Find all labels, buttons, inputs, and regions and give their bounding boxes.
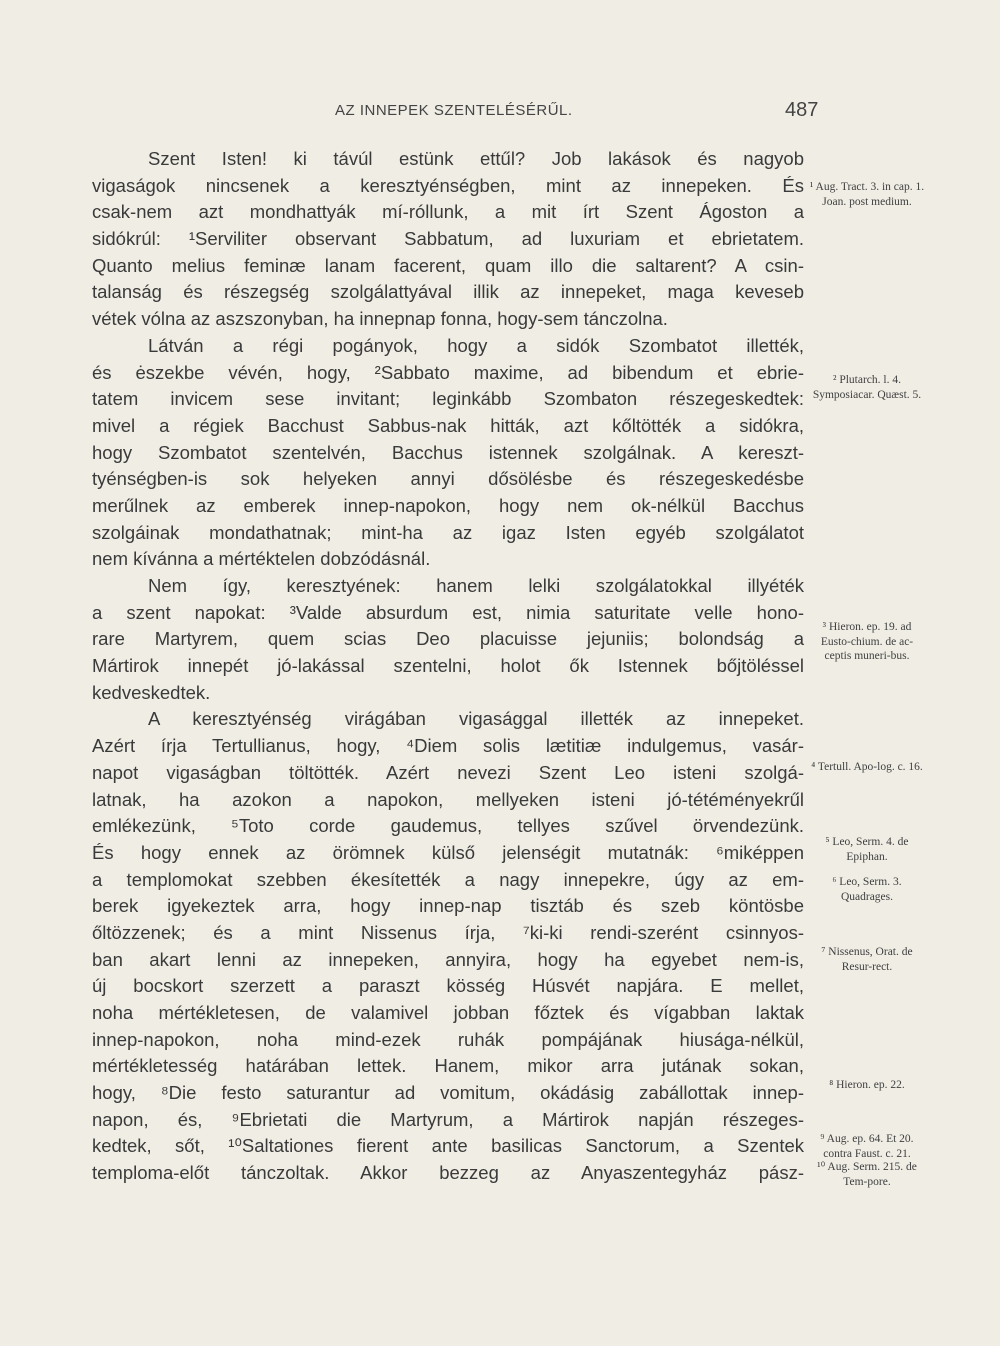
margin-note: ³ Hieron. ep. 19. ad Eusto-chium. de ac-ceptis muneri-bus. [820, 621, 914, 662]
text-line: napon, és, ⁹Ebrietati die Martyrum, a Mártirok napján részeges- [92, 1108, 804, 1130]
text-line: emlékezünk, ⁵Toto corde gaudemus, tellyes szűvel örvendezünk. [92, 815, 804, 837]
text-line: hogy Szombatot szentelvén, Bacchus istennek szolgálnak. A kereszt- [92, 441, 804, 463]
text-line: innep-napokon, noha mind-ezek ruhák pompájának hiusága-nélkül, [92, 1028, 804, 1050]
header-title: AZ INNEPEK SZENTELÉSÉRŰL. [335, 102, 573, 119]
margin-note: ¹⁰ Aug. Serm. 215. de Tem-pore. [817, 1161, 917, 1188]
text-line: Mártirok innepét jó-lakással szentelni, holot ők Istennek bőjtöléssel [92, 655, 804, 677]
margin-note: ⁴ Tertull. Apo-log. c. 16. [811, 761, 923, 773]
text-line: kedtek, sőt, ¹⁰Saltationes fierent ante basilicas Sanctorum, a Szentek [92, 1135, 804, 1157]
text-line: Azért írja Tertullianus, hogy, ⁴Diem solis lætitiæ indulgemus, vasár- [92, 735, 804, 757]
margin-note: ⁷ Nissenus, Orat. de Resur-rect. [821, 946, 913, 973]
text-line: a szent napokat: ³Valde absurdum est, nimia saturitate velle hono- [92, 601, 804, 623]
text-line: tyénségben-is sok helyeken annyi dősölésbe és részegeskedésbe [92, 468, 804, 490]
text-line: És hogy ennek az örömnek külső jelenségit mutatnák: ⁶miképpen [92, 841, 804, 863]
text-line: noha mértékletesen, de valamivel jobban főztek és vígabban laktak [92, 1002, 804, 1023]
text-line: Szent Isten! ki távúl estünk ettűl? Job lakások és nagyob [148, 148, 804, 169]
text-line: csak-nem azt mondhattyák mí-róllunk, a mit írt Szent Ágoston a [92, 201, 804, 223]
page-number: 487 [785, 99, 819, 121]
text-line: kedveskedtek. [92, 681, 211, 703]
text-line: Nem így, keresztyének: hanem lelki szolgálatokkal illyéték [148, 575, 804, 596]
text-line: szolgáinak mondathatnak; mint-ha az igaz Isten egyéb szolgálatot [92, 521, 804, 543]
text-line: tatem invicem sese invitant; leginkább Szombaton részegeskedtek: [92, 388, 804, 410]
text-line: napot vigaságban töltötték. Azért nevezi Szent Leo isteni szolgá- [92, 761, 804, 783]
margin-note: ² Plutarch. l. 4. Symposiacar. Quæst. 5. [812, 374, 922, 401]
text-line: és ėszekbe vévén, hogy, ²Sabbato maxime, ad bibendum et ebrie- [92, 361, 804, 383]
text-line: A keresztyénség virágában vigasággal illették az innepeket. [148, 708, 804, 730]
text-line: talanság és részegség szolgálattyával illik az innepeket, maga keveseb [92, 281, 804, 303]
text-line: a templomokat szebben ékesítették a nagy innepekre, úgy az em- [92, 868, 804, 890]
text-line: vétek vólna az aszszonyban, ha innepnap fonna, hogy-sem tánczolna. [92, 308, 668, 330]
text-line: Látván a régi pogányok, hogy a sidók Szombatot illették, [148, 334, 804, 356]
text-line: mivel a régiek Bacchust Sabbus-nak hitták, azt kőltötték a sidókra, [92, 414, 804, 436]
text-line: berek igyekeztek arra, hogy innep-nap tisztáb és szeb köntösbe [92, 895, 804, 917]
margin-note: ⁹ Aug. ep. 64. Et 20. contra Faust. c. 21. [820, 1133, 914, 1160]
text-line: Quanto melius feminæ lanam facerent, quam illo die saltarent? A csin- [92, 254, 804, 276]
text-line: nem kívánna a mértéktelen dobzódásnál. [92, 548, 431, 570]
text-line: mértékletesség határában lettek. Hanem, mikor arra jutának sokan, [92, 1055, 804, 1077]
main-text [92, 146, 804, 1187]
text-line: sidókrúl: ¹Serviliter observant Sabbatum, ad luxuriam et ebrietatem. [92, 228, 804, 250]
text-line: latnak, ha azokon a napokon, mellyeken isteni jó-tétéményekrűl [92, 788, 804, 810]
text-line: új bocskort szerzett a paraszt kösség Húsvét napjára. E mellet, [92, 975, 804, 997]
text-line: őltözzenek; és a mint Nissenus írja, ⁷ki-ki rendi-szerént csinnyos- [92, 921, 804, 943]
text-line: rare Martyrem, quem scias Deo placuisse jejuniis; bolondság a [92, 628, 804, 650]
margin-note: ⁸ Hieron. ep. 22. [829, 1079, 905, 1091]
text-line: hogy, ⁸Die festo saturantur ad vomitum, okádásig zabállottak innep- [92, 1082, 804, 1104]
text-line: ban akart lenni az innepeken, annyira, hogy ha egyebet nem-is, [92, 948, 804, 970]
text-line: temploma-előt tánczoltak. Akkor bezzeg az Anyaszentegyház pász- [92, 1162, 804, 1184]
margin-note: ⁵ Leo, Serm. 4. de Epiphan. [825, 836, 909, 863]
margin-note: ¹ Aug. Tract. 3. in cap. 1. Joan. post medium. [809, 181, 925, 208]
margin-note: ⁶ Leo, Serm. 3. Quadrages. [832, 876, 902, 903]
text-line: merűlnek az emberek innep-napokon, hogy nem ok-nélkül Bacchus [92, 494, 804, 516]
text-line: vigaságok nincsenek a keresztyénségben, mint az innepeken. És [92, 174, 804, 196]
